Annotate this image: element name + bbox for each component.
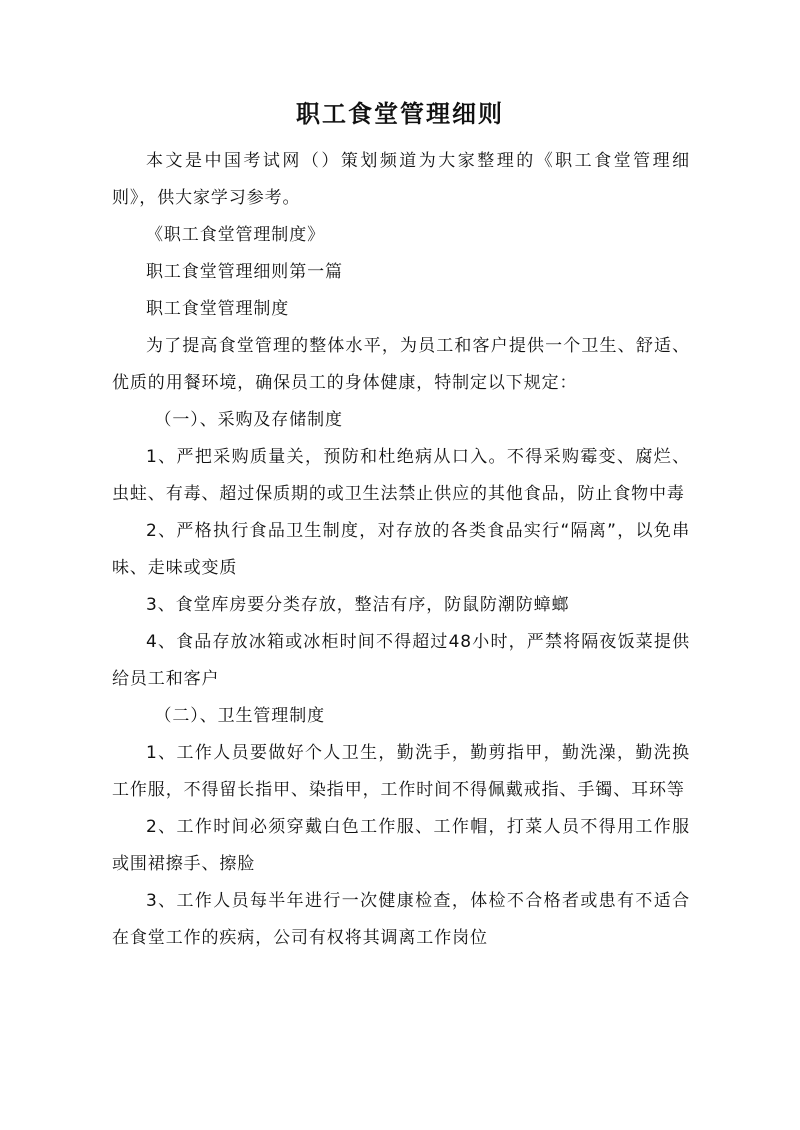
paragraph-book-title: 《职工食堂管理制度》 <box>146 225 325 245</box>
paragraph-intro: 本文是中国考试网（）策划频道为大家整理的《职工食堂管理细则》，供大家学习参考。 <box>112 151 690 208</box>
paragraph-system-heading: 职工食堂管理制度 <box>146 299 290 319</box>
document-body <box>112 143 690 957</box>
paragraph-rule-1-3: 3、食堂库房要分类存放，整洁有序，防鼠防潮防蟑螂 <box>146 595 570 615</box>
paragraph-rule-2-2: 2、工作时间必须穿戴白色工作服、工作帽，打菜人员不得用工作服或围裙擦手、擦脸 <box>112 817 690 874</box>
section-heading-procurement: （一）、采购及存储制度 <box>154 410 343 430</box>
paragraph-rule-1-4: 4、食品存放冰箱或冰柜时间不得超过48小时，严禁将隔夜饭菜提供给员工和客户 <box>112 632 690 689</box>
paragraph-rule-1-2: 2、严格执行食品卫生制度，对存放的各类食品实行“隔离”，以免串味、走味或变质 <box>112 521 690 578</box>
document-title: 职工食堂管理细则 <box>296 99 504 128</box>
paragraph-purpose: 为了提高食堂管理的整体水平，为员工和客户提供一个卫生、舒适、优质的用餐环境，确保员工的身体健康，特制定以下规定： <box>112 336 690 393</box>
paragraph-rule-2-1: 1、工作人员要做好个人卫生，勤洗手，勤剪指甲，勤洗澡，勤洗换工作服，不得留长指甲、染指甲，工作时间不得佩戴戒指、手镯、耳环等 <box>112 743 690 800</box>
section-heading-hygiene: （二）、卫生管理制度 <box>154 706 325 726</box>
paragraph-rule-2-3: 3、工作人员每半年进行一次健康检查，体检不合格者或患有不适合在食堂工作的疾病，公司有权将其调离工作岗位 <box>112 891 690 948</box>
paragraph-part-heading: 职工食堂管理细则第一篇 <box>146 262 343 282</box>
paragraph-rule-1-1: 1、严把采购质量关，预防和杜绝病从口入。不得采购霉变、腐烂、虫蛀、有毒、超过保质期的或卫生法禁止供应的其他食品，防止食物中毒 <box>112 447 690 504</box>
